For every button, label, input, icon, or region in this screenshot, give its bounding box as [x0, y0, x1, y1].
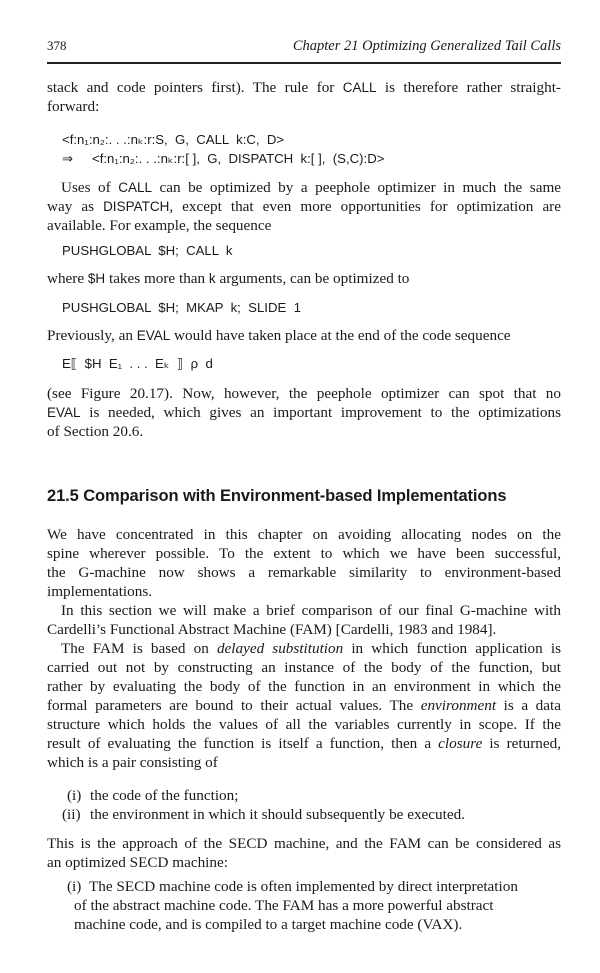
text-line [47, 403, 561, 422]
text-line [47, 734, 561, 753]
running-header [47, 36, 561, 58]
text-run: result of evaluating the function is itself a function, then a [47, 735, 439, 752]
list-marker: (i) [67, 878, 82, 895]
header-rule [47, 62, 561, 64]
emphasis-term: delayed substitution [216, 640, 344, 657]
text-line: This is the approach of the SECD machine, and the FAM can be considered as [47, 835, 561, 852]
paragraph-optimized-to [47, 269, 561, 288]
paragraph-call-rule-intro [47, 78, 561, 116]
text-line: of Section 20.6. [47, 423, 144, 440]
text-line: carried out not by constructing an instance of the body of the function, but [47, 659, 561, 676]
secd-optimizations-list [62, 877, 557, 934]
section-heading: 21.5 Comparison with Environment-based Implementations [47, 487, 507, 505]
text-line: We have concentrated in this chapter on avoiding allocating nodes on the [47, 526, 561, 543]
text-run: Previously, an [47, 327, 137, 344]
paragraph-secd-approach [47, 834, 561, 872]
text-run: can be optimized by a peephole optimizer in much the same [151, 179, 561, 196]
closure-components-list [62, 786, 465, 824]
text-line [47, 639, 561, 658]
rule-text: <f:n₁:n₂:. . .:nₖ:r:S, G, CALL k:C, D> [62, 132, 285, 147]
list-marker: (ii) [62, 806, 81, 823]
code-inline: DISPATCH [103, 199, 170, 214]
transition-rule-line-1 [62, 130, 284, 149]
text-line [47, 197, 561, 216]
code-inline: CALL [118, 180, 152, 195]
page-number: 378 [47, 38, 67, 53]
code-inline: EVAL [47, 405, 81, 420]
list-item-continuation [74, 896, 557, 934]
text-line: of the abstract machine code. The FAM has a more powerful abstract [74, 897, 494, 914]
list-item [62, 877, 557, 934]
running-title: Chapter 21 Optimizing Generalized Tail Calls [292, 38, 561, 54]
text-run: The FAM is based on [61, 640, 217, 657]
code-sequence-2: PUSHGLOBAL $H; MKAP k; SLIDE 1 [62, 300, 301, 315]
text-line: which is a pair consisting of [47, 754, 218, 771]
text-run: Uses of [61, 179, 119, 196]
paragraph-concentrated [47, 525, 561, 601]
text-line: rather by evaluating the body of the function in an environment in which the [47, 678, 561, 695]
text-line: spine wherever possible. To the extent to which we have been successful, [47, 545, 561, 562]
compilation-scheme-expression: E⟦ $H E₁ . . . Eₖ ⟧ ρ d [62, 356, 213, 371]
list-item-text [89, 877, 557, 896]
text-run: stack and code pointers first). The rule for [47, 79, 343, 96]
code-inline: k [208, 271, 216, 286]
text-run: arguments, can be optimized to [215, 270, 410, 287]
list-item [62, 805, 465, 824]
text-run: is therefore rather straight- [376, 79, 561, 96]
paragraph-comparison-fam [47, 601, 561, 639]
paragraph-previously [47, 326, 561, 345]
text-line: available. For example, the sequence [47, 217, 272, 234]
double-arrow-icon: ⇒ [62, 151, 74, 166]
text-run: where [47, 270, 88, 287]
text-run: formal parameters are bound to their actual values. The [47, 697, 421, 714]
list-item [62, 786, 465, 805]
code-sequence-1: PUSHGLOBAL $H; CALL k [62, 243, 233, 258]
text-line: implementations. [47, 583, 153, 600]
text-run: is returned, [482, 735, 561, 752]
text-run: , except that even more opportunities for optimization are [169, 198, 561, 215]
text-run: way as [47, 198, 104, 215]
list-item-text: the code of the function; [90, 787, 239, 804]
text-line [47, 696, 561, 715]
paragraph-peephole [47, 178, 561, 235]
text-line: Cardelli’s Functional Abstract Machine (FAM) [Cardelli, 1983 and 1984]. [47, 621, 497, 638]
code-inline: $H [87, 271, 106, 286]
text-run: in which function application is [343, 640, 561, 657]
paragraph-fam-delayed-substitution [47, 639, 561, 772]
list-item-text: the environment in which it should subsequently be executed. [90, 806, 465, 823]
text-line: an optimized SECD machine: [47, 854, 228, 871]
emphasis-term: environment [420, 697, 497, 714]
text-run: takes more than [105, 270, 209, 287]
text-line: The SECD machine code is often implemented by direct interpretation [89, 878, 518, 895]
text-line: structure which holds the values of all the variables currently in scope. If the [47, 716, 561, 733]
text-line [47, 178, 561, 197]
text-run: is needed, which gives an important improvement to the optimizations [80, 404, 561, 421]
text-line: (see Figure 20.17). Now, however, the peephole optimizer can spot that no [47, 385, 561, 402]
paragraph-see-figure [47, 384, 561, 441]
text-line [47, 269, 561, 288]
emphasis-term: closure [438, 735, 483, 752]
rule-text: <f:n₁:n₂:. . .:nₖ:r:[ ], G, DISPATCH k:[ ], (S,C):D> [92, 151, 385, 166]
text-line [47, 326, 561, 345]
text-run: would have taken place at the end of the code sequence [170, 327, 511, 344]
text-line: the G-machine now shows a remarkable similarity to environment-based [47, 564, 561, 581]
text-run: is a data [496, 697, 561, 714]
transition-rule-line-2 [62, 149, 384, 168]
text-line: machine code, and is compiled to a target machine code (VAX). [74, 916, 463, 933]
text-line: forward: [47, 98, 100, 115]
text-line: In this section we will make a brief comparison of our final G-machine with [61, 602, 561, 619]
code-inline: CALL [342, 80, 377, 95]
list-marker: (i) [67, 787, 82, 804]
text-line [47, 78, 561, 97]
code-inline: EVAL [136, 328, 171, 343]
